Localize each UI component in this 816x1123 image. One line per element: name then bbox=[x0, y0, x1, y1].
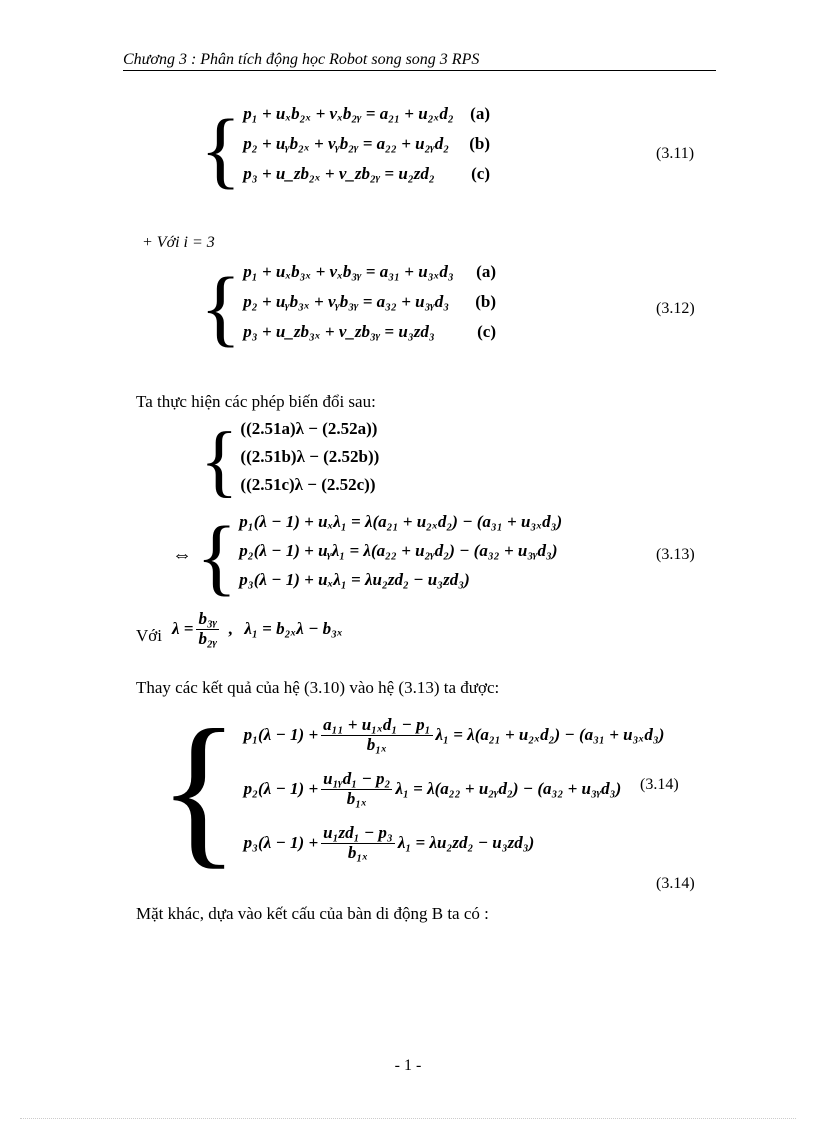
equation-row: p₂(λ − 1) + uᵧλ₁ = λ(a₂₂ + u₂ᵧd₂) − (a₃₂ + u₃ᵧd₃) bbox=[239, 541, 558, 560]
equivalence-symbol: ⇔ bbox=[172, 544, 192, 566]
transform-row: ((2.51c)λ − (2.52c)) bbox=[240, 475, 376, 494]
transform-intro: Ta thực hiện các phép biến đổi sau: bbox=[136, 392, 376, 411]
transform-row: ((2.51b)λ − (2.52b)) bbox=[240, 447, 380, 466]
equation-number: (3.14) bbox=[640, 776, 679, 793]
transform-row: ((2.51a)λ − (2.52a)) bbox=[240, 419, 378, 438]
equation-row: p₁ + uₓb₃ₓ + vₓb₃ᵧ = a₃₁ + u₃ₓd₃ (a) bbox=[243, 262, 496, 281]
with-label: Với bbox=[136, 626, 162, 645]
equation-row: p₃(λ − 1) + $\frac{\text{u₁zd₁ − p₃}}{\text{b₁ₓ}}$ λ₁ = λu₂zd₂ − u₃zd₃) bbox=[243, 822, 535, 862]
equation-row: p₃(λ − 1) + uₓλ₁ = λu₂zd₂ − u₃zd₃) bbox=[239, 570, 470, 589]
equation-number: (3.13) bbox=[656, 546, 695, 563]
equation-row: p₁(λ − 1) + $\frac{\text{a₁₁ + u₁ₓd₁ − p₁}}{\text{b₁ₓ}}$ λ₁ = λ(a₂₁ + u₂ₓd₂) − (a₃₁ + u₃ₓd₃) bbox=[243, 714, 665, 754]
left-brace: { bbox=[200, 417, 239, 505]
left-brace: { bbox=[196, 507, 238, 604]
equation-row: p₂ + uᵧb₂ₓ + vᵧb₂ᵧ = a₂₂ + u₂ᵧd₂ (b) bbox=[243, 134, 490, 153]
equation-row: p₃ + u_zb₃ₓ + v_zb₃ᵧ = u₃zd₃ (c) bbox=[243, 322, 496, 341]
left-brace: { bbox=[200, 101, 242, 197]
left-brace: { bbox=[158, 695, 240, 883]
equation-number: (3.11) bbox=[656, 145, 695, 162]
equation-row: p₃ + u_zb₂ₓ + v_zb₂ᵧ = u₂zd₂ (c) bbox=[243, 164, 490, 183]
equation-3-12 bbox=[200, 259, 496, 355]
page-header: Chương 3 : Phân tích động học Robot song song 3 RPS bbox=[123, 50, 716, 71]
substitute-text: Thay các kết quả của hệ (3.10) vào hệ (3.13) ta được: bbox=[136, 678, 500, 697]
closing-text: Mặt khác, dựa vào kết cấu của bàn di động B ta có : bbox=[136, 904, 489, 923]
page-bottom-line bbox=[20, 1118, 796, 1119]
case-label: + Với i = 3 bbox=[142, 234, 215, 251]
equation-row: p₁(λ − 1) + uₓλ₁ = λ(a₂₁ + u₂ₓd₂) − (a₃₁ + u₃ₓd₃) bbox=[239, 512, 563, 531]
equation-row: p₂(λ − 1) + $\frac{\text{u₁ᵧd₁ − p₂}}{\text{b₁ₓ}}$ λ₁ = λ(a₂₂ + u₂ᵧd₂) − (a₃₂ + u₃ᵧd₃) bbox=[243, 768, 622, 808]
equation-3-13 bbox=[172, 507, 563, 604]
lambda-definition: λ = $\frac{\text{b₃ᵧ}}{\text{b₂ᵧ}}$ , λ₁ = b₂ₓλ − b₃ₓ bbox=[172, 609, 343, 648]
left-brace: { bbox=[200, 259, 242, 355]
page-number: - 1 - bbox=[394, 1057, 422, 1074]
equation-row: p₂ + uᵧb₃ₓ + vᵧb₃ᵧ = a₃₂ + u₃ᵧd₃ (b) bbox=[243, 292, 496, 311]
equation-number-repeat: (3.14) bbox=[656, 875, 695, 892]
equation-number: (3.12) bbox=[656, 300, 695, 317]
equation-row: p₁ + uₓb₂ₓ + vₓb₂ᵧ = a₂₁ + u₂ₓd₂ (a) bbox=[243, 104, 490, 123]
lambda-fraction: $\frac{\text{b₃ᵧ}}{\text{b₂ᵧ}}$ bbox=[198, 609, 218, 648]
equation-3-14 bbox=[158, 695, 665, 883]
equation-3-11 bbox=[200, 101, 490, 197]
transform-system bbox=[200, 419, 379, 503]
